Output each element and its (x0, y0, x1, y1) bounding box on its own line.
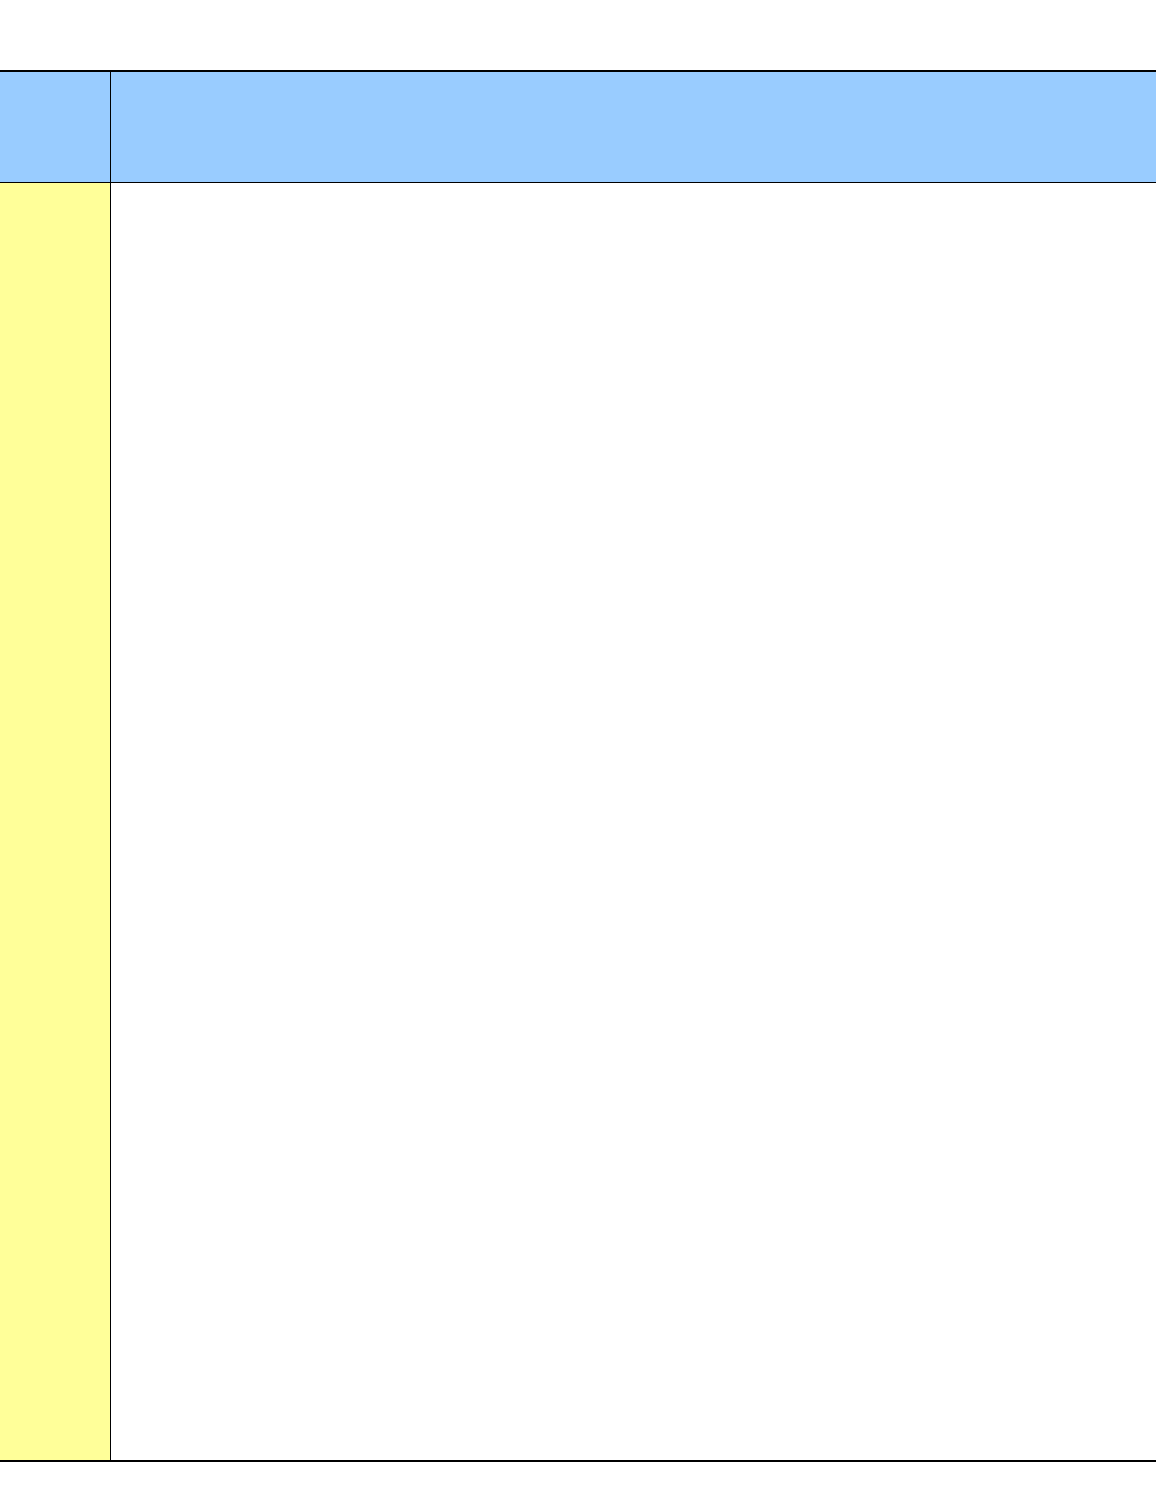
data-table (0, 70, 1156, 1462)
region-column-background (0, 72, 111, 1460)
header-region (0, 72, 111, 182)
table-header (0, 72, 1156, 183)
header-consumption (112, 72, 227, 94)
